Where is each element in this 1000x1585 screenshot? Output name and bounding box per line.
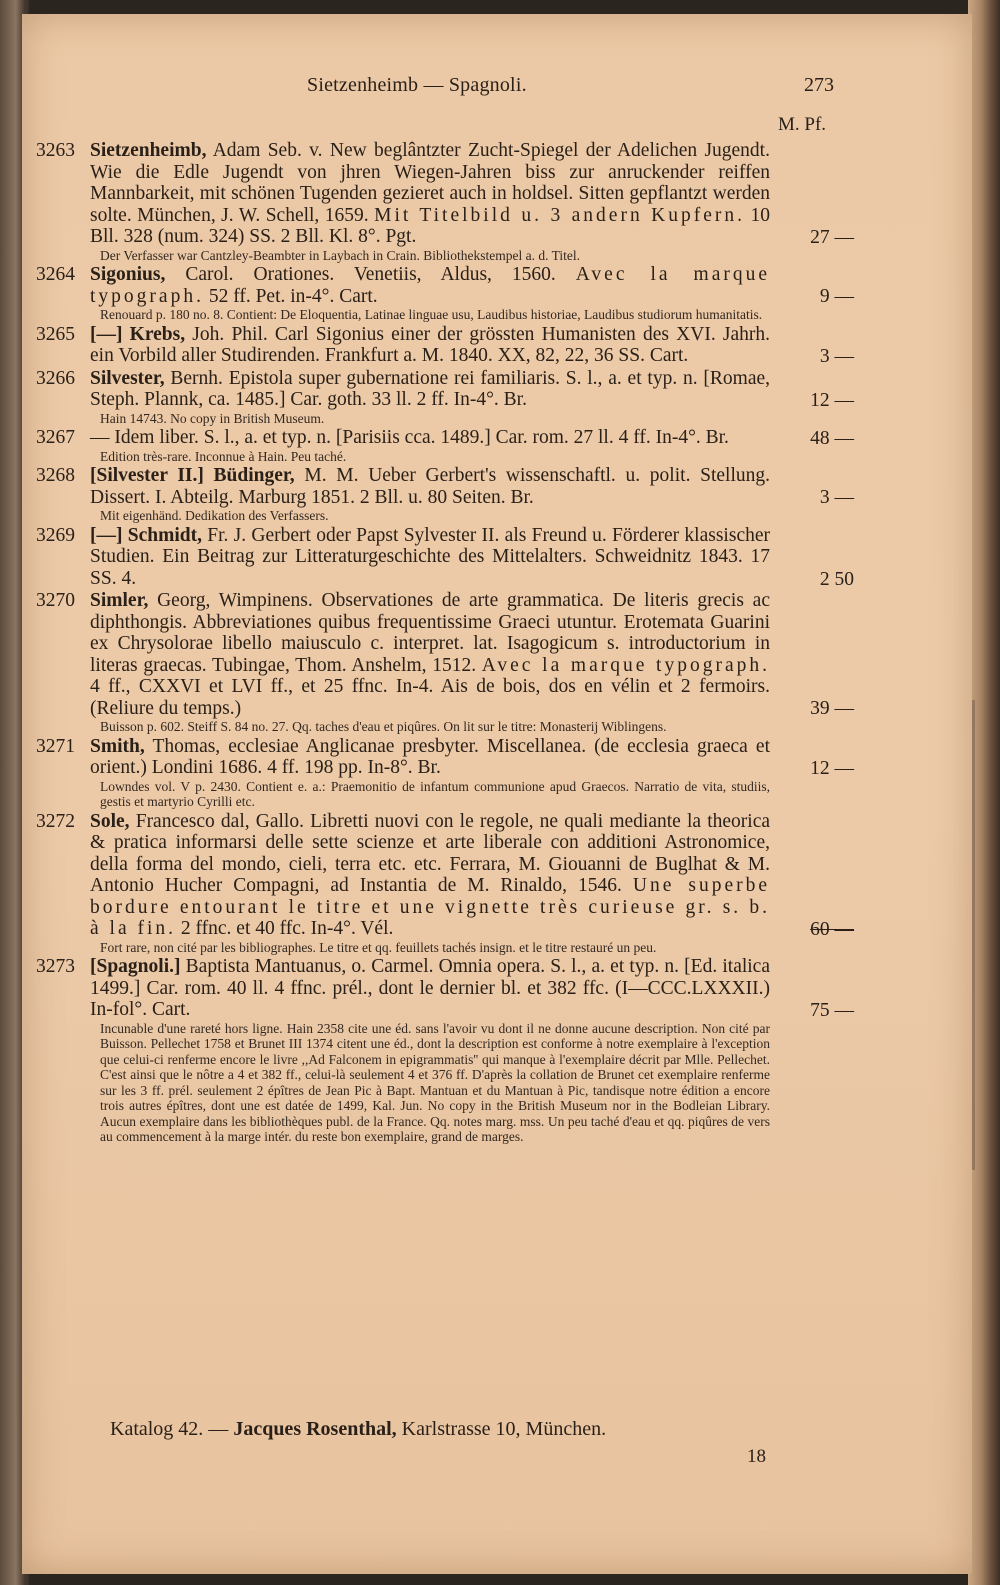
- page-number: 273: [804, 74, 834, 96]
- entry-text: Fr. J. Gerbert oder Papst Sylvester II. als Freund u. Förderer klassischer Studien. Ein Beitrag zur Litteraturgeschichte des Mittelalters. Schweidnitz 1843. 17 SS. 4.: [90, 524, 770, 589]
- entry-description: [90, 264, 770, 307]
- catalog-entry: [22, 525, 962, 590]
- entry-author: Sole,: [90, 810, 130, 832]
- entry-note: Buisson p. 602. Steiff S. 84 no. 27. Qq. taches d'eau et piqûres. On lit sur le titre: Monasterij Wiblingens.: [100, 719, 667, 734]
- entry-description: [90, 590, 770, 719]
- entry-price: 27 —: [810, 227, 854, 248]
- entry-spaced-text: Une superbe bordure entourant le titre et une vignette très curieuse gr. s. b. à la fin.: [90, 875, 770, 939]
- entry-text: — Idem liber. S. l., a. et typ. n. [Parisiis cca. 1489.] Car. rom. 27 ll. 4 ff. In-4°. Br.: [90, 427, 729, 448]
- entry-note: Fort rare, non cité par les bibliographes. Le titre et qq. feuillets tachés insign. et le titre restauré un peu.: [100, 939, 657, 955]
- entry-author: [Silvester II.] Büdinger,: [90, 465, 295, 486]
- entry-description: [90, 427, 770, 449]
- entry-description: [90, 525, 770, 590]
- entry-author: Smith,: [90, 735, 145, 757]
- entry-description: [90, 465, 770, 508]
- entry-author: [—] Schmidt,: [90, 524, 202, 546]
- entry-collation: 4 ff., CXXVI et LVI ff., et 25 ffnc. In-4. Ais de bois, dos en vélin et 2 fermoirs. (Reliure du temps.): [90, 676, 770, 719]
- entry-text: Georg, Wimpinens. Observationes de arte grammatica. De literis grecis ac diphthongis. Abbreviationes quibus frequentissime Graeci utuntur. Erotemata Guarini ex Chrysolorae libello maiusculo c. interpret. lat. Isagogicum s. introductorium in literas graecas. Tubingae, Thom. Anshelm, 1512.: [90, 590, 770, 676]
- entry-number: 3273: [36, 956, 75, 977]
- entry-text: Carol. Orationes. Venetiis, Aldus, 1560.: [185, 264, 556, 285]
- entry-number: 3270: [36, 590, 75, 611]
- entry-note: Mit eigenhänd. Dedikation des Verfassers.: [100, 508, 329, 523]
- entry-description: [90, 956, 770, 1021]
- entry-note: Der Verfasser war Cantzley-Beambter in Laybach in Crain. Bibliothekstempel a. d. Titel.: [100, 247, 581, 263]
- entry-description: [90, 736, 770, 779]
- entry-note: Hain 14743. No copy in British Museum.: [100, 410, 325, 426]
- entry-author: Sietzenheimb,: [90, 140, 207, 161]
- footer-catalog: Katalog 42. —: [110, 1418, 229, 1440]
- footer-address: Karlstrasse 10, München.: [401, 1418, 607, 1440]
- entry-author: Sigonius,: [90, 264, 166, 285]
- entry-number: 3267: [36, 427, 75, 448]
- entry-price: 60 —: [810, 918, 854, 940]
- entry-collation: 2 ffnc. et 40 ffc. In-4°. Vél.: [180, 918, 394, 939]
- catalog-entry: [22, 590, 962, 735]
- page-footer: [110, 1418, 606, 1441]
- entry-description: [90, 811, 770, 940]
- entry-note: Edition très-rare. Inconnue à Hain. Peu taché.: [100, 448, 347, 464]
- entry-text: Baptista Mantuanus, o. Carmel. Omnia opera. S. l., a. et typ. n. [Ed. italica 1499.] Car. rom. 40 ll. 4 ffnc. prél., dont le dernier bl. et 382 ffc. (I—CCC.LXXXII.) In-fol°. Cart.: [90, 956, 770, 1020]
- entry-number: 3272: [36, 810, 75, 832]
- entry-text: Joh. Phil. Carl Sigonius einer der grössten Humanisten des XVI. Jahrh. ein Vorbild aller Studirenden. Frankfurt a. M. 1840. XX, 82, 22, 36 SS. Cart.: [90, 323, 770, 366]
- entry-description: [90, 324, 770, 367]
- entry-spaced-text: Avec la marque typograph.: [481, 654, 771, 676]
- entry-text: Bernh. Epistola super gubernatione rei familiaris. S. l., a. et typ. n. [Romae, Steph. Plannk, ca. 1485.] Car. goth. 33 ll. 2 ff. In-4°. Br.: [90, 367, 770, 410]
- currency-header: M. Pf.: [778, 114, 827, 135]
- entry-price: 12 —: [810, 757, 854, 779]
- entry-price: 75 —: [810, 1000, 854, 1021]
- entry-author: Simler,: [90, 590, 149, 611]
- entry-price: 12 —: [810, 389, 854, 411]
- entry-note: Renouard p. 180 no. 8. Contient: De Eloquentia, Latinae linguae usu, Laudibus historiae, Laudibus studiorum humanitatis.: [100, 307, 763, 322]
- catalog-entry: [22, 427, 962, 464]
- entry-text: Francesco dal, Gallo. Libretti nuovi con le regole, ne quali mediante la theorica & pratica informarsi delle sette scienze et arte liberale con additioni Astronomice, della forma del mondo, cieli, terra etc. etc. Ferrara, M. Giouanni de Buglhat & M. Antonio Hucher Compagni, ad Instantia de M. Rinaldo, 1546.: [90, 810, 771, 896]
- entry-text: Adam Seb. v. New beglântzter Zucht-Spiegel der Adelichen Jugendt. Wie die Edle Jugendt von jhren Wiegen-Jahren biss zur anruckender reiffen Mannbarkeit, mit schönen Tugenden gezieret auch in holdsel. Sitten gepflantzt werden solte. München, J. W. Schell, 1659.: [90, 140, 770, 226]
- entry-price: 2 50: [819, 568, 854, 590]
- catalog-entry: [22, 324, 962, 367]
- catalog-entry: [22, 140, 962, 263]
- entry-author: Silvester,: [90, 367, 165, 389]
- running-header: [22, 74, 952, 104]
- catalog-entry: [22, 956, 962, 1145]
- catalog-entry: [22, 264, 962, 323]
- entry-spaced-text: Avec la marque typograph.: [90, 264, 771, 307]
- entry-number: 3268: [36, 465, 75, 486]
- entry-price: 9 —: [819, 286, 854, 307]
- entry-price: 3 —: [819, 345, 854, 367]
- entry-price: 48 —: [810, 428, 854, 449]
- entry-note: Lowndes vol. V p. 2430. Contient e. a.: Praemonitio de infantum communione apud Graecos. Narratio de vita, studiis, gestis et martyrio Cyrilli etc.: [100, 778, 770, 809]
- catalog-entry: [22, 368, 962, 427]
- page-title: Sietzenheimb — Spagnoli.: [307, 74, 527, 96]
- entry-spaced-text: Mit Titelbild u. 3 andern Kupfern.: [374, 204, 746, 226]
- entry-number: 3266: [36, 367, 75, 389]
- entry-number: 3264: [36, 264, 75, 285]
- entry-number: 3265: [36, 323, 75, 345]
- catalog-page: [22, 14, 972, 1574]
- entry-number: 3269: [36, 524, 75, 546]
- entry-text: M. M. Ueber Gerbert's wissenschaftl. u. polit. Stellung. Dissert. I. Abteilg. Marburg 1851. 2 Bll. u. 80 Seiten. Br.: [90, 465, 771, 508]
- entry-text: Thomas, ecclesiae Anglicanae presbyter. Miscellanea. (de ecclesia graeca et orient.) Londini 1686. 4 ff. 198 pp. In-8°. Br.: [90, 735, 770, 778]
- footer-publisher: Jacques Rosenthal,: [233, 1418, 397, 1440]
- entry-author: [—] Krebs,: [90, 323, 186, 345]
- entry-list: [22, 140, 962, 1146]
- entry-number: 3271: [36, 735, 75, 757]
- entry-number: 3263: [36, 140, 75, 161]
- entry-collation: 52 ff. Pet. in-4°. Cart.: [208, 285, 378, 307]
- entry-collation: 10 Bll. 328 (num. 324) SS. 2 Bll. Kl. 8°. Pgt.: [90, 204, 770, 247]
- entry-note: Incunable d'une rareté hors ligne. Hain 2358 cite une éd. sans l'avoir vu dont il ne donne aucune description. Non cité par Buisson. Pellechet 1758 et Brunet III 1374 citent une éd., dont la description est conforme à notre exemplaire à l'exception que celui-ci renferme encore le livre ,,Ad Falconem in epigrammatis'' qui manque à l'exemplaire décrit par Mlle. Pellechet. C'est ainsi que le nôtre a 4 et 382 ff., celui-là seulement 4 et 376 ff. D'après la collation de Brunet cet exemplaire renferme sur les 3 ff. prél. seulement 2 épîtres de Jean Pic à Bapt. Mantuan et du Mantuan à Pic, tandisque notre édition a encore trois autres épîtres, dont une est datée de 1499, Kal. Jun. No copy in the British Museum nor in the Bodleian Library. Aucun exemplaire dans les bibliothèques publ. de la France. Qq. notes marg. mss. Un peu taché d'eau et qq. piqûres de vers au commencement à la marge intér. du reste bon exemplaire, grand de marges.: [100, 1020, 770, 1144]
- catalog-entry: [22, 811, 962, 956]
- sheet-number: 18: [747, 1446, 766, 1467]
- entry-description: [90, 140, 770, 248]
- catalog-entry: [22, 465, 962, 524]
- entry-price: 3 —: [819, 487, 854, 508]
- entry-price: 39 —: [810, 698, 854, 719]
- catalog-entry: [22, 736, 962, 810]
- entry-description: [90, 368, 770, 411]
- entry-author: [Spagnoli.]: [90, 956, 181, 977]
